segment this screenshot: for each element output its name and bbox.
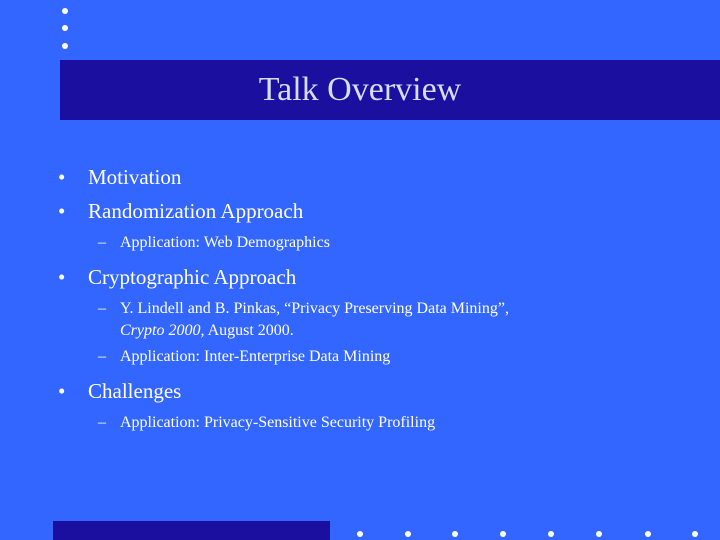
sub-bullet-item <box>58 346 698 368</box>
slide-title-text: Talk Overview <box>258 71 462 108</box>
decorative-dot <box>548 531 554 537</box>
bullet-item <box>58 194 698 228</box>
slide-title <box>60 60 720 120</box>
dash-marker: – <box>98 300 106 317</box>
decorative-dot <box>357 531 363 537</box>
bullet-item <box>58 260 698 294</box>
bullet-list <box>58 160 698 434</box>
decorative-dot <box>405 531 411 537</box>
decorative-dot <box>62 8 68 14</box>
sub-bullet-item <box>58 412 698 434</box>
bullet-item <box>58 160 698 194</box>
decorative-dot <box>62 25 68 31</box>
citation-date: , August 2000. <box>200 322 294 339</box>
sub-bullet-text: Y. Lindell and B. Pinkas, “Privacy Preserving Data Mining”, <box>120 300 509 317</box>
decorative-dot <box>452 531 458 537</box>
sub-bullet-item <box>58 298 698 342</box>
bullet-text: Randomization Approach <box>88 199 304 223</box>
bullet-marker: • <box>58 265 66 289</box>
dash-marker: – <box>98 414 106 431</box>
bullet-text: Motivation <box>88 165 182 189</box>
decorative-dot <box>500 531 506 537</box>
bullet-item <box>58 374 698 408</box>
decorative-dot <box>692 531 698 537</box>
sub-bullet-item <box>58 232 698 254</box>
dash-marker: – <box>98 234 106 251</box>
bottom-bar <box>53 521 330 540</box>
bullet-marker: • <box>58 165 66 189</box>
bullet-marker: • <box>58 199 66 223</box>
bullet-marker: • <box>58 379 66 403</box>
decorative-dot <box>645 531 651 537</box>
decorative-dot <box>62 43 68 49</box>
dash-marker: – <box>98 348 106 365</box>
bullet-text: Cryptographic Approach <box>88 265 297 289</box>
decorative-dot <box>596 531 602 537</box>
bullet-text: Challenges <box>88 379 182 403</box>
citation-venue: Crypto 2000 <box>120 322 201 339</box>
sub-bullet-text: Application: Web Demographics <box>120 234 330 251</box>
sub-bullet-text: Application: Inter-Enterprise Data Mining <box>120 348 391 365</box>
sub-bullet-text: Application: Privacy-Sensitive Security Profiling <box>120 414 436 431</box>
